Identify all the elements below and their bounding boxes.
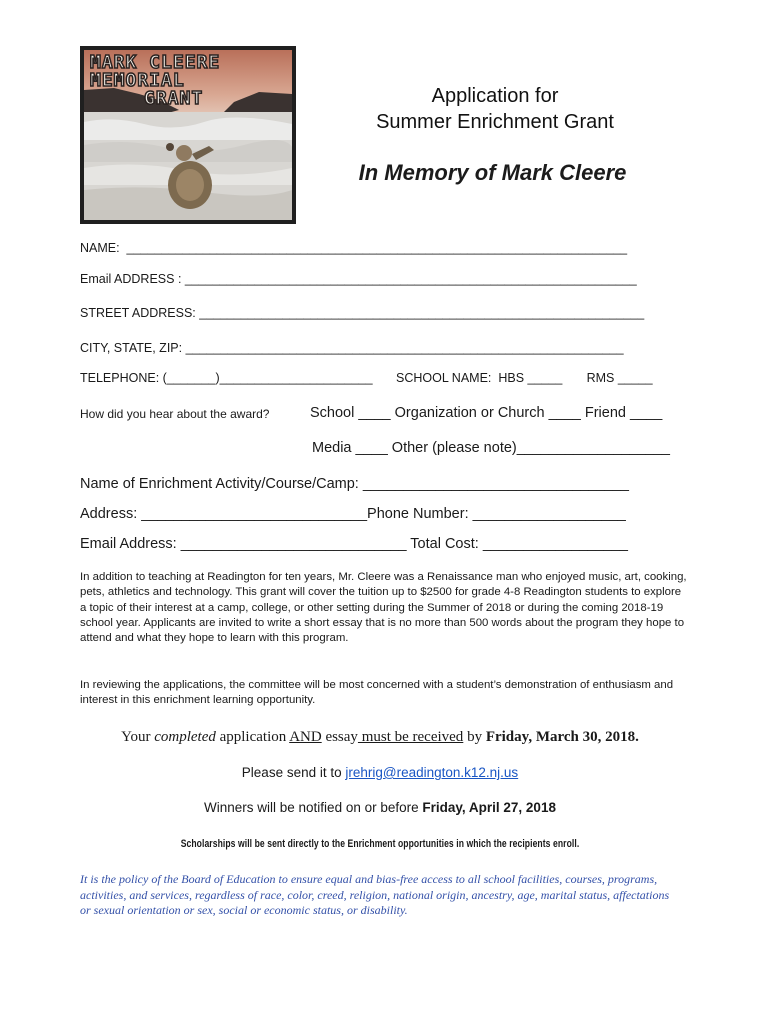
logo-line3: GRANT	[144, 88, 204, 109]
send-email-link[interactable]: jrehrig@readington.k12.nj.us	[345, 765, 519, 780]
activity-address-phone-field[interactable]: Address: ____________________________Phone Number: ___________________	[80, 506, 626, 522]
deadline-part3: application	[215, 729, 290, 745]
memorial-grant-logo	[80, 46, 296, 224]
city-state-zip-field[interactable]: CITY, STATE, ZIP: _______________________________________________________________	[80, 341, 624, 355]
send-label: Please send it to	[241, 765, 346, 780]
deadline-by: by	[463, 729, 486, 745]
equal-access-policy: It is the policy of the Board of Education to ensure equal and bias-free access to all school facilities, courses, programs, activities, and services, regardless of race, color, creed, religion, national origin, ancestry, age, marital status, affectations or sexual orientation or sex, social or economic status, or disability.	[80, 872, 670, 917]
deadline-and: AND	[289, 729, 322, 745]
logo-line2: MEMORIAL	[90, 70, 185, 91]
winners-label: Winners will be notified on or before	[204, 800, 423, 815]
deadline-essay: essay	[321, 729, 358, 745]
street-address-field[interactable]: STREET ADDRESS: ________________________________________________________________	[80, 306, 645, 320]
review-paragraph: In reviewing the applications, the committee will be most concerned with a student’s demonstration of enthusiasm and interest in this enrichment learning opportunity.	[80, 679, 674, 707]
scholarship-note: Scholarships will be sent directly to the Enrichment opportunities in which the recipients enroll.	[180, 838, 580, 850]
hear-about-options-row2[interactable]: Media ____ Other (please note)___________________	[312, 440, 670, 456]
deadline-completed: completed	[154, 729, 216, 745]
hear-about-options-row1[interactable]: School ____ Organization or Church ____ Friend ____	[310, 405, 663, 421]
deadline-statement	[60, 729, 700, 746]
description-paragraph: In addition to teaching at Readington for ten years, Mr. Cleere was a Renaissance man who enjoyed music, art, cooking, pets, athletics and technology. This grant will cover the tuition up to $2500 for grade 4-8 Readington students to explore a topic of their interest at a camp, college, or other setting during the Summer of 2018 or during the coming 2018-19 school year. Applicants are invited to write a short essay that is no more than 500 words about the program they hope to attend and what they hope to learn with this program.	[80, 571, 687, 645]
hear-about-label: How did you hear about the award?	[80, 407, 270, 421]
deadline-part1: Your	[121, 729, 155, 745]
activity-name-field[interactable]: Name of Enrichment Activity/Course/Camp: _________________________________	[80, 476, 629, 492]
logo-line1: MARK CLEERE	[90, 52, 221, 73]
title-line1: Application for	[431, 85, 559, 107]
deadline-date: Friday, March 30, 2018.	[485, 729, 639, 745]
title-line2: Summer Enrichment Grant	[376, 111, 614, 133]
email-field[interactable]: Email ADDRESS : _________________________________________________________________	[80, 272, 637, 286]
winners-notice	[60, 800, 700, 815]
deadline-must-be-received: must be received	[357, 729, 464, 745]
send-instructions	[60, 765, 700, 780]
activity-email-cost-field[interactable]: Email Address: ____________________________ Total Cost: __________________	[80, 536, 628, 552]
telephone-field[interactable]: TELEPHONE: (_______)______________________	[80, 371, 373, 385]
school-name-field[interactable]: SCHOOL NAME: HBS _____ RMS _____	[396, 371, 653, 385]
memorial-subtitle: In Memory of Mark Cleere	[358, 160, 627, 185]
winners-date: Friday, April 27, 2018	[422, 800, 556, 815]
name-field[interactable]: NAME: ________________________________________________________________________	[80, 241, 628, 255]
